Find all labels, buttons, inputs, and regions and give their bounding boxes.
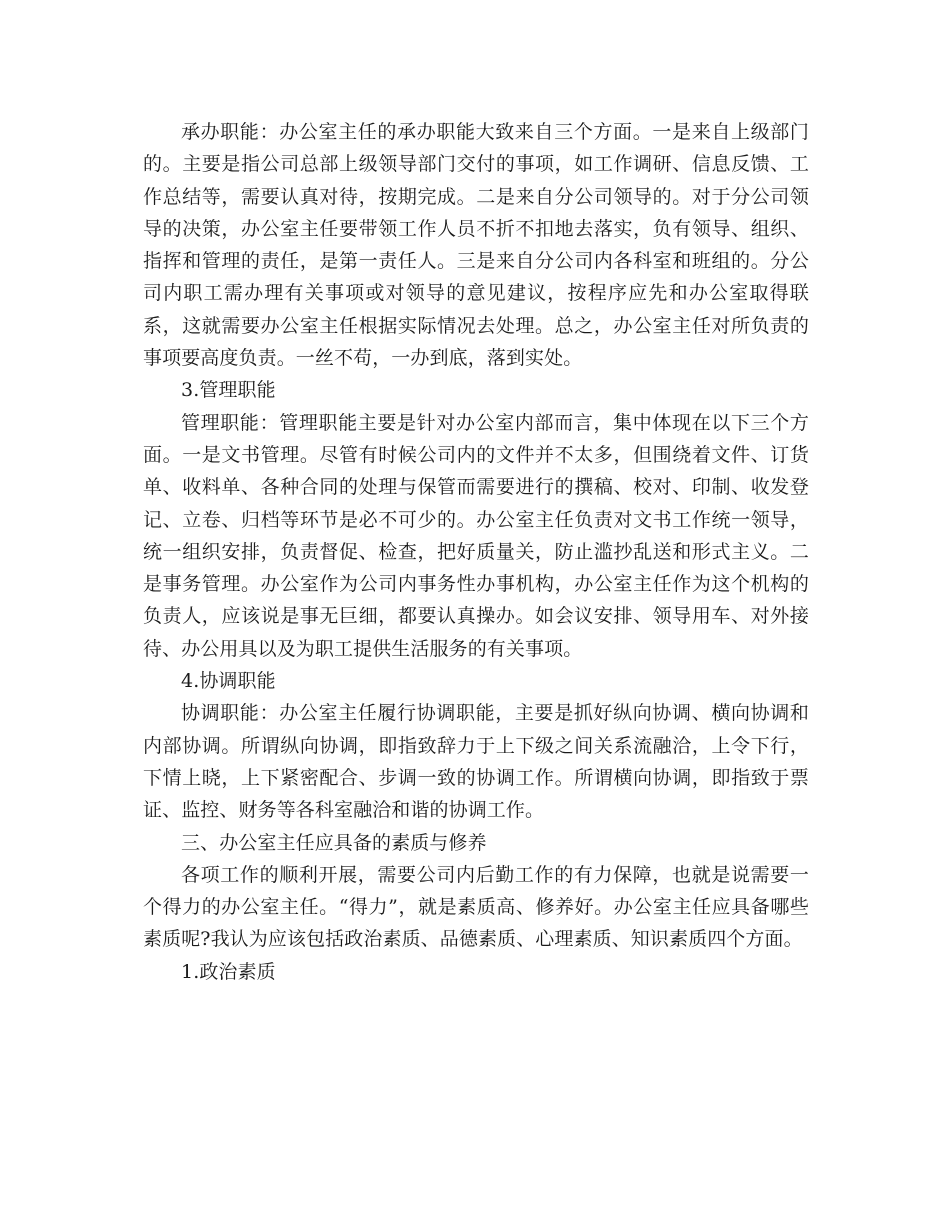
- document-page: [143, 116, 809, 988]
- heading-coordination-function: 4.协调职能: [181, 670, 276, 693]
- paragraph-management-function: 管理职能：管理职能主要是针对办公室内部而言，集中体现在以下三个方面。一是文书管理。尽管有时候公司内的文件并不太多，但围绕着文件、订货单、收料单、各种合同的处理与保管而需要进行的撰稿、校对、印制、收发登记、立卷、归档等环节是必不可少的。办公室主任负责对文书工作统一领导，统一组织安排，负责督促、检查，把好质量关，防止滥抄乱送和形式主义。二是事务管理。办公室作为公司内事务性办事机构，办公室主任作为这个机构的负责人，应该说是事无巨细，都要认真操办。如会议安排、领导用车、对外接待、办公用具以及为职工提供生活服务的有关事项。: [143, 411, 809, 660]
- paragraph-coordination-function: 协调职能：办公室主任履行协调职能，主要是抓好纵向协调、横向协调和内部协调。所谓纵向协调，即指致辞力于上下级之间关系流融洽，上令下行，下情上晓，上下紧密配合、步调一致的协调工作。所谓横向协调，即指致于票证、监控、财务等各科室融洽和谐的协调工作。: [143, 702, 809, 822]
- heading-political-quality: 1.政治素质: [181, 960, 276, 983]
- heading-management-function: 3.管理职能: [181, 379, 276, 402]
- heading-section-three: 三、办公室主任应具备的素质与修养: [181, 831, 487, 854]
- paragraph-qualities-intro: 各项工作的顺利开展，需要公司内后勤工作的有力保障，也就是说需要一个得力的办公室主任。“得力”，就是素质高、修养好。办公室主任应具备哪些素质呢?我认为应该包括政治素质、品德素质、心理素质、知识素质四个方面。: [143, 863, 809, 951]
- paragraph-undertaking-function: 承办职能：办公室主任的承办职能大致来自三个方面。一是来自上级部门的。主要是指公司总部上级领导部门交付的事项，如工作调研、信息反馈、工作总结等，需要认真对待，按期完成。二是来自分公司领导的。对于分公司领导的决策，办公室主任要带领工作人员不折不扣地去落实，负有领导、组织、指挥和管理的责任，是第一责任人。三是来自分公司内各科室和班组的。分公司内职工需办理有关事项或对领导的意见建议，按程序应先和办公室取得联系，这就需要办公室主任根据实际情况去处理。总之，办公室主任对所负责的事项要高度负责。一丝不苟，一办到底，落到实处。: [143, 121, 809, 370]
